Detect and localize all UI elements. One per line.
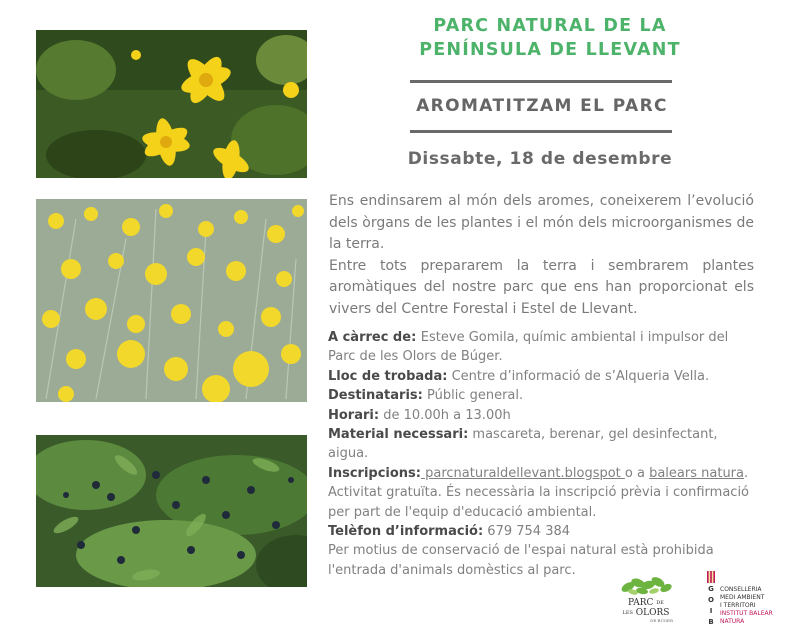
detail-material-label: Material necessari: (328, 427, 469, 443)
detail-schedule-value: de 10.00h a 13.00h (379, 407, 511, 423)
detail-audience-value: Públic general. (422, 388, 524, 404)
olors-logo-text (615, 598, 677, 618)
parc-de-les-olors-logo (615, 575, 677, 631)
detail-meeting (328, 367, 756, 386)
detail-charge (328, 328, 756, 367)
event-details (328, 328, 756, 580)
goib-letter-b: B (708, 618, 714, 626)
park-title-line2: PENÍNSULA DE LLEVANT (419, 40, 681, 60)
olors-logo-les: LES (622, 610, 633, 616)
blogspot-link[interactable]: parcnaturaldellevant.blogspot (421, 465, 625, 481)
park-title-line1: PARC NATURAL DE LA (433, 16, 667, 36)
goib-letter-o: O (708, 596, 714, 604)
top-divider (410, 80, 672, 83)
description-paragraph-1: Ens endinsarem al món dels aromes, coneixerem l’evolució dels òrgans de les plantes i el món dels microorganismes de la terra. (329, 193, 754, 252)
goib-line2: MEDI AMBIENT (720, 594, 765, 601)
detail-audience (328, 386, 756, 405)
bottom-divider (410, 130, 672, 133)
goib-text (720, 586, 773, 626)
event-date: Dissabte, 18 de desembre (407, 149, 673, 169)
photo-yellow-flowers (36, 30, 307, 178)
goib-line1: CONSELLERIA (720, 586, 762, 593)
detail-note: Per motius de conservació de l'espai natural està prohibida l'entrada d'animals domèstics al parc. (328, 543, 714, 578)
detail-charge-sep: : (411, 330, 421, 345)
detail-schedule (328, 406, 756, 425)
goib-line4: INSTITUT BALEAR (720, 610, 773, 617)
yellow-flowers-icon (36, 30, 307, 178)
goib-logo (704, 568, 794, 634)
event-description (329, 191, 754, 320)
detail-charge-value: Esteve Gomila, químic ambiental i impulsor del Parc de les Olors de Búger. (328, 330, 729, 365)
goib-letter-i: I (709, 607, 713, 615)
goib-line5: NATURA (720, 618, 745, 625)
park-title (392, 14, 708, 62)
detail-schedule-label: Horari: (328, 407, 380, 423)
event-title: AROMATITZAM EL PARC (416, 96, 668, 116)
detail-registration-end: . (744, 465, 749, 481)
myrtle-berries-icon (36, 435, 307, 587)
goib-line3: I TERRITORI (720, 602, 756, 609)
detail-phone-value: 679 754 384 (483, 524, 571, 540)
detail-meeting-label: Lloc de trobada: (328, 368, 448, 384)
balears-natura-link[interactable]: balears natura (649, 465, 744, 481)
detail-registration (328, 464, 756, 483)
goib-flag-icon (707, 571, 715, 583)
detail-audience-label: Destinataris: (328, 388, 423, 404)
leaves-icon (620, 575, 672, 597)
description-paragraph-2: Entre tots prepararem la terra i sembrarem plantes aromàtiques del nostre parc que ens han proporcionat els vivers del Centre Forestal i Estel de Llevant. (329, 257, 754, 317)
goib-letters (707, 584, 715, 628)
santolina-flowers-icon (36, 199, 307, 402)
detail-phone (328, 522, 756, 541)
detail-registration-or: o a (624, 465, 650, 481)
detail-meeting-value: Centre d’informació de s’Alqueria Vella. (447, 368, 710, 384)
photo-myrtle-berries (36, 435, 307, 587)
detail-phone-label: Telèfon d’informació: (328, 524, 484, 540)
olors-logo-de: DE (656, 600, 664, 606)
photo-santolina (36, 199, 307, 402)
olors-logo-olors: OLORS (635, 608, 670, 618)
detail-material (328, 425, 756, 464)
olors-logo-buger: DE BÚGER (650, 618, 673, 623)
detail-charge-label: A càrrec de (328, 330, 412, 345)
olors-logo-parc: PARC (628, 598, 654, 608)
detail-registration-label: Inscripcions: (328, 465, 421, 481)
detail-material-value: mascareta, berenar, gel desinfectant, aigua. (328, 427, 718, 462)
goib-letter-g: G (708, 585, 714, 593)
detail-free-activity: Activitat gratuïta. És necessària la inscripció prèvia i confirmació per part de l'equip d'educació ambiental. (328, 485, 750, 520)
